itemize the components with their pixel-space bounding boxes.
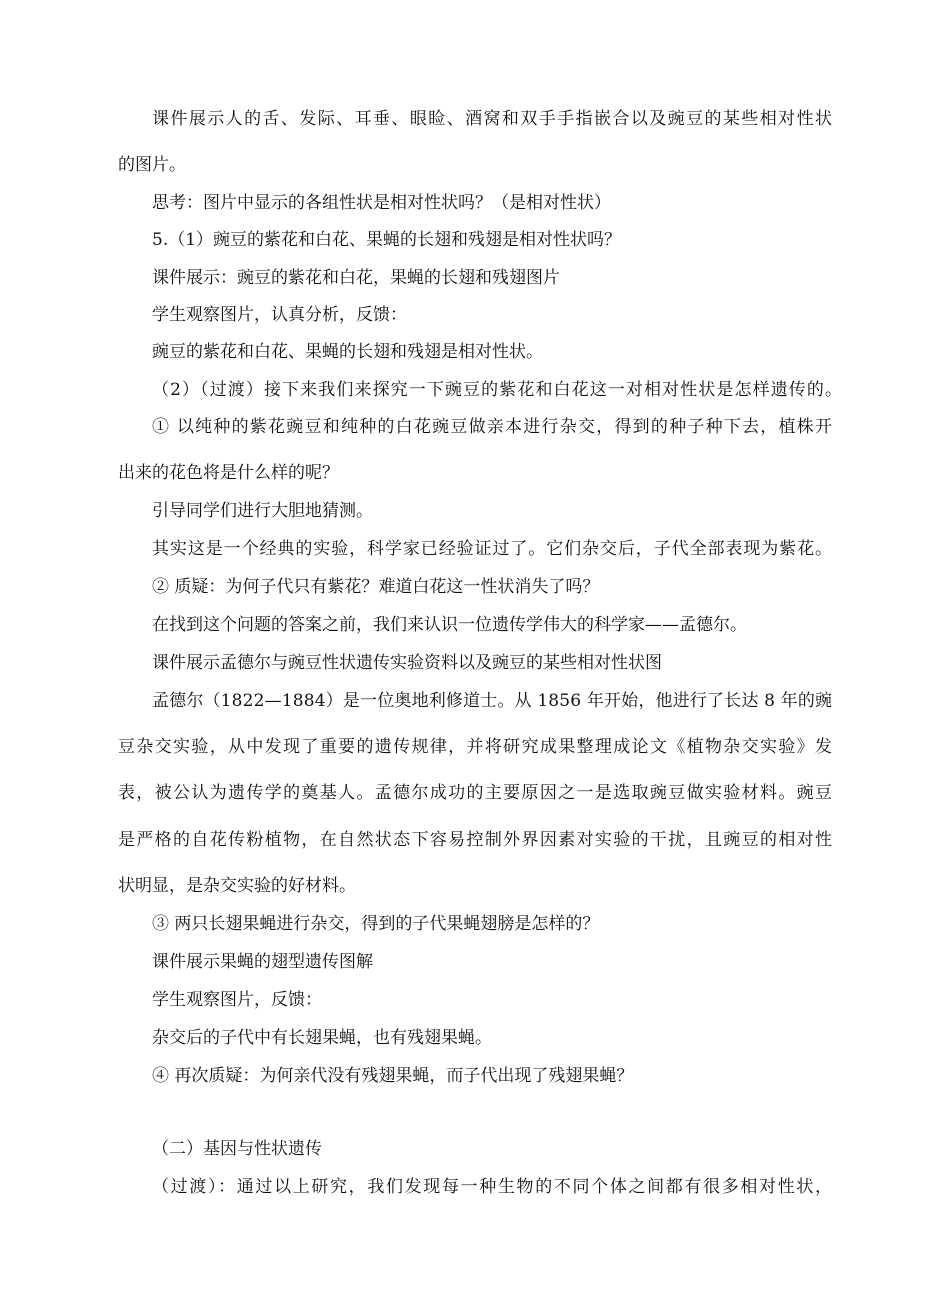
paragraph-line: 课件展示果蝇的翅型遗传图解 [152,952,373,972]
paragraph-line: 学生观察图片，认真分析，反馈： [152,305,407,325]
paragraph-line: 5.（1）豌豆的紫花和白花、果蝇的长翅和残翅是相对性状吗？ [152,230,622,250]
paragraph-line: ② 质疑：为何子代只有紫花？难道白花这一性状消失了吗？ [152,577,600,597]
paragraph-line: （2）（过渡）接下来我们来探究一下豌豆的紫花和白花这一对相对性状是怎样遗传的。 [152,380,844,400]
paragraph-line: ③ 两只长翅果蝇进行杂交，得到的子代果蝇翅膀是怎样的？ [152,914,600,934]
paragraph-line: （过渡）：通过以上研究，我们发现每一种生物的不同个体之间都有很多相对性状， [152,1177,834,1197]
paragraph-line: 豆杂交实验，从中发现了重要的遗传规律，并将研究成果整理成论文《植物杂交实验》发 [118,737,834,757]
paragraph-line: ④ 再次质疑：为何亲代没有残翅果蝇，而子代出现了残翅果蝇？ [152,1066,634,1086]
paragraph-line: 引导同学们进行大胆地猜测。 [152,501,373,521]
paragraph-line: 课件展示：豌豆的紫花和白花，果蝇的长翅和残翅图片 [152,268,560,288]
paragraph-line: ① 以纯种的紫花豌豆和纯种的白花豌豆做亲本进行杂交，得到的种子种下去，植株开 [152,417,834,437]
paragraph-line: 思考：图片中显示的各组性状是相对性状吗？（是相对性状） [152,193,611,213]
paragraph-line: 豌豆的紫花和白花、果蝇的长翅和残翅是相对性状。 [152,342,543,362]
paragraph-line: 其实这是一个经典的实验，科学家已经验证过了。它们杂交后，子代全部表现为紫花。 [152,539,833,559]
paragraph-line: 表，被公认为遗传学的奠基人。孟德尔成功的主要原因之一是选取豌豆做实验材料。豌豆 [118,783,834,803]
paragraph-line: 是严格的自花传粉植物，在自然状态下容易控制外界因素对实验的干扰，且豌豆的相对性 [118,830,834,850]
section-heading: （二）基因与性状遗传 [152,1139,322,1159]
paragraph-line: 出来的花色将是什么样的呢？ [118,463,339,483]
paragraph-line: 状明显，是杂交实验的好材料。 [118,876,356,896]
paragraph-line: 孟德尔（1822—1884）是一位奥地利修道士。从 1856 年开始，他进行了长达 8 年的豌 [152,691,833,711]
paragraph-line: 课件展示孟德尔与豌豆性状遗传实验资料以及豌豆的某些相对性状图 [152,653,662,673]
paragraph-line: 课件展示人的舌、发际、耳垂、眼睑、酒窝和双手手指嵌合以及豌豆的某些相对性状 [152,109,834,129]
paragraph-line: 的图片。 [118,155,186,175]
paragraph-line: 在找到这个问题的答案之前，我们来认识一位遗传学伟大的科学家——孟德尔。 [152,615,747,635]
paragraph-line: 学生观察图片，反馈： [152,990,322,1010]
paragraph-line: 杂交后的子代中有长翅果蝇，也有残翅果蝇。 [152,1028,492,1048]
